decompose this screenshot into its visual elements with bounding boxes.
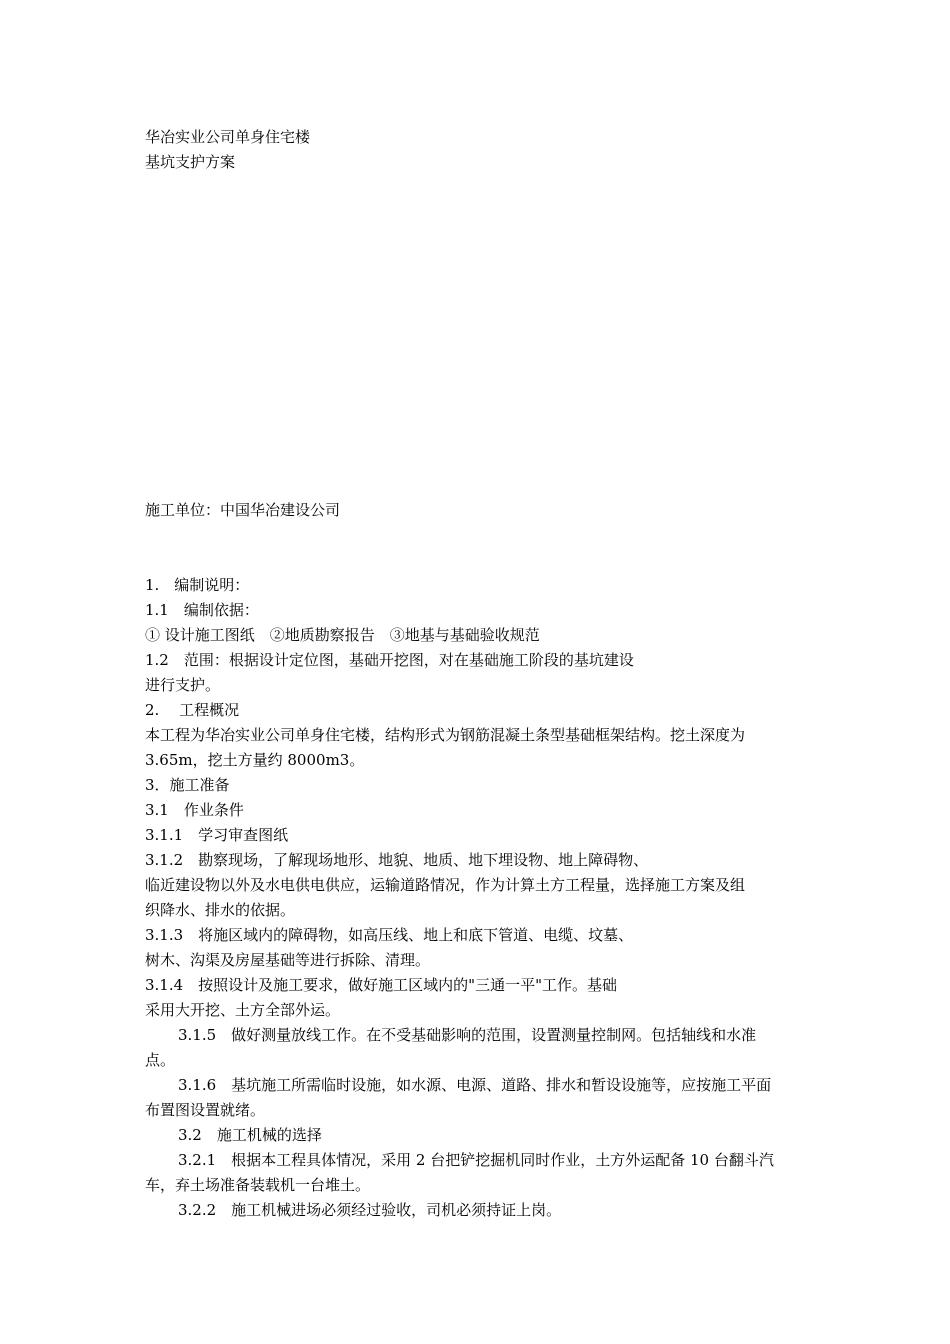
item-line: 3.2.2 施工机械进场必须经过验收，司机必须持证上岗。	[178, 1201, 562, 1219]
subsection-heading: 1.1 编制依据：	[145, 601, 259, 619]
item-line: 树木、沟渠及房屋基础等进行拆除、清理。	[145, 951, 431, 969]
subsection-heading: 3.2 施工机械的选择	[178, 1126, 322, 1144]
item-line: 布置图设置就绪。	[145, 1101, 266, 1119]
item-line: 3.1.6 基坑施工所需临时设施，如水源、电源、道路、排水和暂设设施等，应按施工平面	[178, 1076, 772, 1094]
item-line: 织降水、排水的依据。	[145, 901, 296, 919]
item-line: 采用大开挖、土方全部外运。	[145, 1001, 341, 1019]
overview-paragraph-line: 本工程为华冶实业公司单身住宅楼，结构形式为钢筋混凝土条型基础框架结构。挖土深度为	[145, 726, 746, 744]
overview-paragraph-line: 3.65m，挖土方量约 8000m3。	[145, 751, 365, 769]
section-heading: 2. 工程概况	[145, 701, 240, 719]
section-heading: 3．施工准备	[145, 776, 230, 794]
document-title-line2: 基坑支护方案	[145, 153, 236, 171]
item-line: 3.2.1 根据本工程具体情况，采用 2 台把铲挖掘机同时作业，土方外运配备 10 台翻斗汽	[178, 1151, 774, 1169]
section-heading: 1. 编制说明：	[145, 576, 250, 594]
item-line: 3.1.2 勘察现场，了解现场地形、地貌、地质、地下埋设物、地上障碍物、	[145, 851, 649, 869]
item-line: 3.1.4 按照设计及施工要求，做好施工区域内的"三通一平"工作。基础	[145, 976, 617, 994]
item-line: 车，弃土场准备装载机一台堆土。	[145, 1176, 371, 1194]
subsection-heading: 3.1 作业条件	[145, 801, 244, 819]
item-line: 点。	[145, 1051, 176, 1069]
contractor-line: 施工单位：中国华冶建设公司	[145, 501, 341, 519]
scope-paragraph-line: 进行支护。	[145, 676, 221, 694]
item-line: 3.1.1 学习审查图纸	[145, 826, 289, 844]
item-line: 3.1.5 做好测量放线工作。在不受基础影响的范围，设置测量控制网。包括轴线和水准	[178, 1026, 757, 1044]
document-title-line1: 华冶实业公司单身住宅楼	[145, 128, 311, 146]
scope-paragraph-line: 1.2 范围：根据设计定位图，基础开挖图，对在基础施工阶段的基坑建设	[145, 651, 634, 669]
basis-list: ① 设计施工图纸 ②地质勘察报告 ③地基与基础验收规范	[145, 626, 540, 644]
item-line: 3.1.3 将施区域内的障碍物，如高压线、地上和底下管道、电缆、坟墓、	[145, 926, 634, 944]
item-line: 临近建设物以外及水电供电供应，运输道路情况，作为计算土方工程量，选择施工方案及组	[145, 876, 746, 894]
